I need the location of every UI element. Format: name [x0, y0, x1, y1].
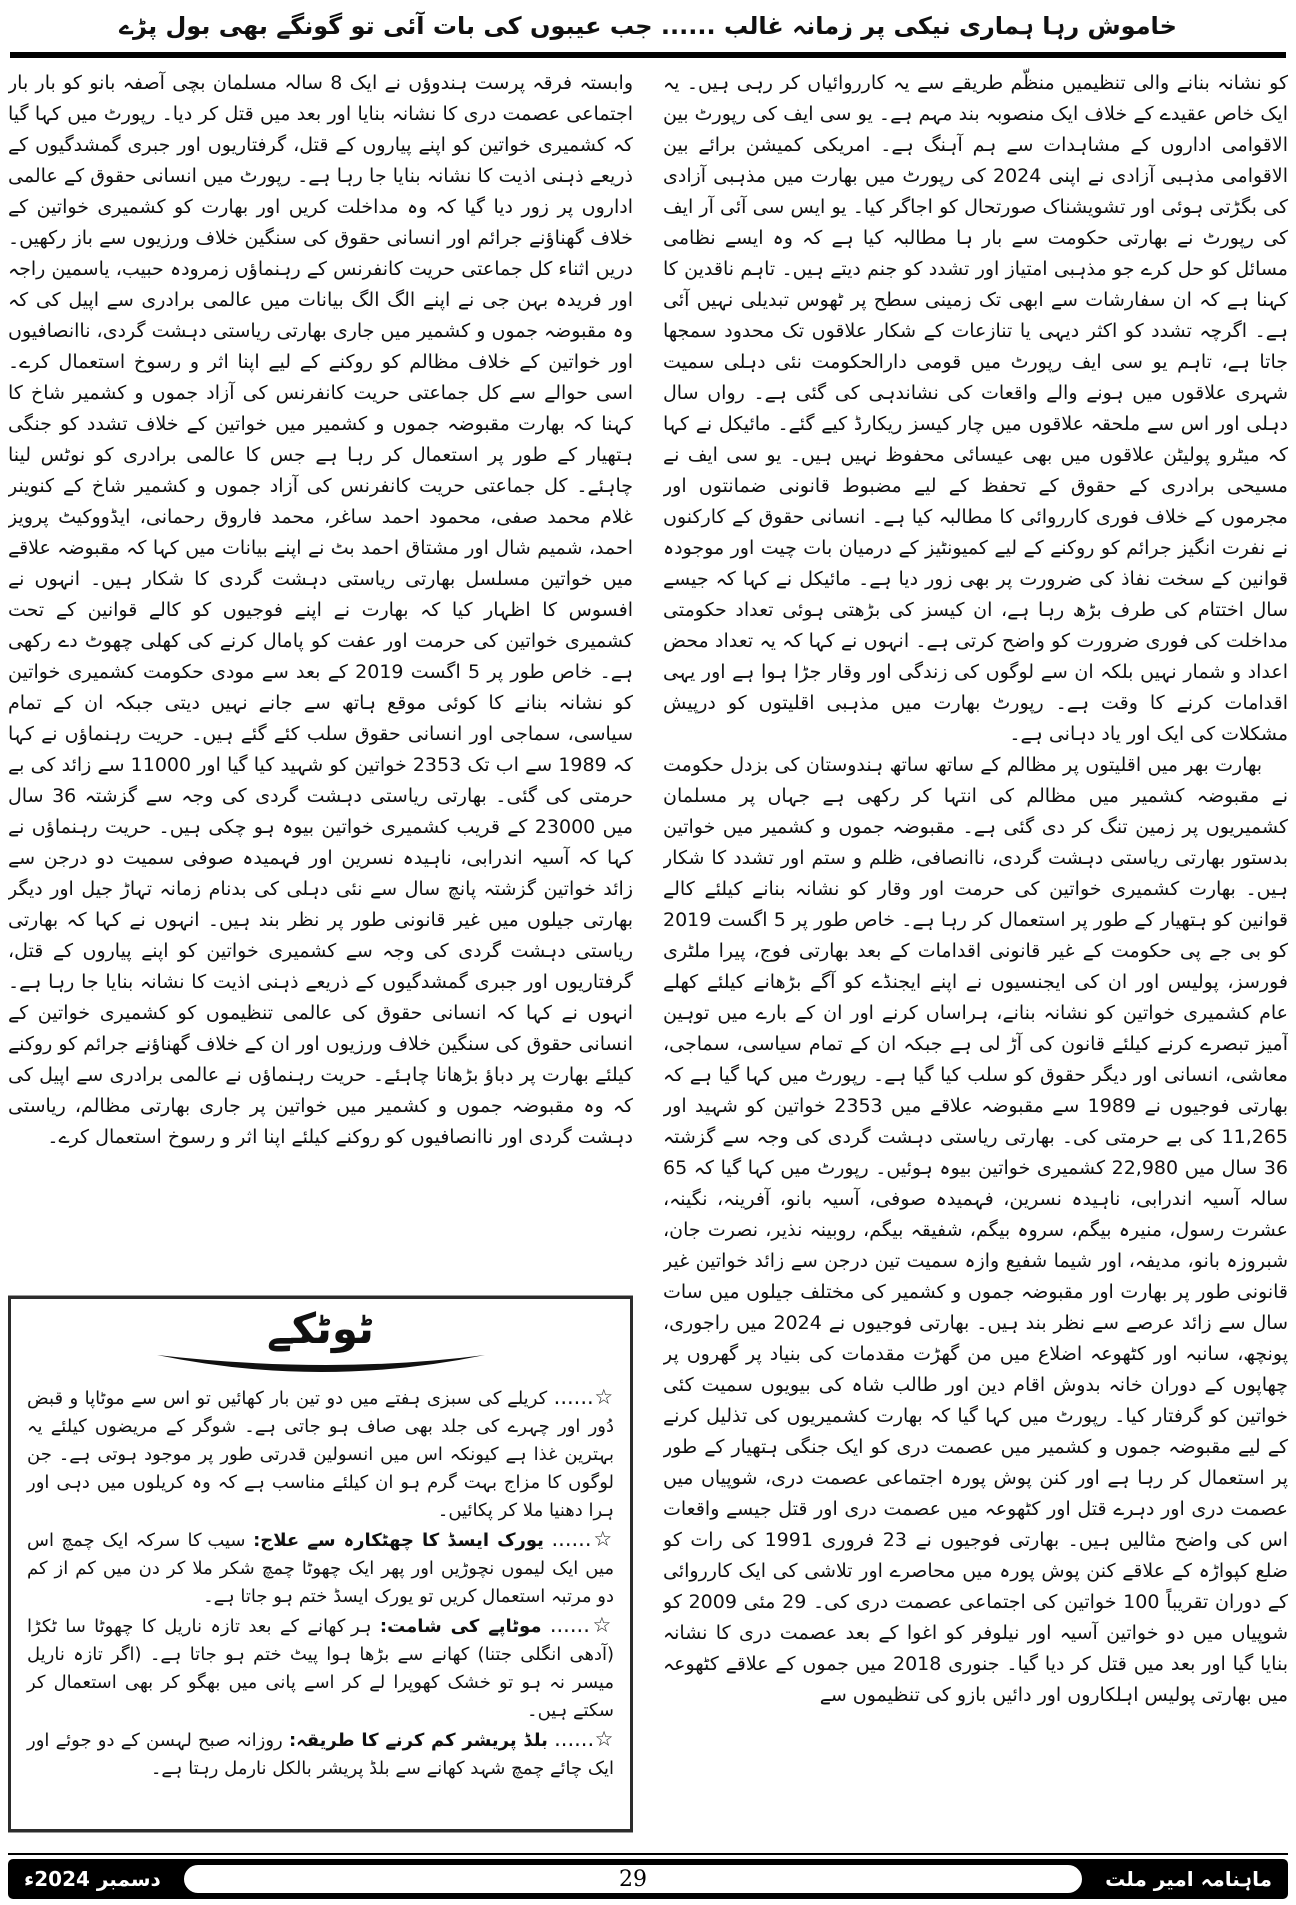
header-couplet: خاموش رہا ہماری نیکی پر زمانہ غالب ...... جب عیبوں کی بات آئی تو گونگے بھی بول پڑے	[119, 12, 1177, 40]
totkay-tip	[27, 1725, 614, 1783]
star-bullet-icon: ☆......	[551, 1527, 614, 1552]
star-bullet-icon: ☆......	[554, 1727, 614, 1752]
tip-lead: یورک ایسڈ کا چھٹکارہ سے علاج:	[253, 1530, 544, 1552]
header-divider-rule	[10, 52, 1286, 58]
star-bullet-icon: ☆......	[553, 1385, 614, 1410]
article-columns	[8, 68, 1288, 1850]
footer-divider-rule	[8, 1853, 1288, 1855]
page-number: 29	[183, 1864, 1083, 1894]
totkay-tip	[27, 1383, 614, 1525]
tip-lead: موٹاپے کی شامت:	[379, 1616, 542, 1638]
footer-magazine-name: ماہنامہ امیر ملت	[1105, 1867, 1272, 1891]
article-column-right	[663, 68, 1288, 1850]
article-column-left	[8, 68, 633, 1850]
footer-bar	[8, 1859, 1288, 1899]
article-paragraph: وابستہ فرقہ پرست ہندوؤں نے ایک 8 سالہ مسلمان بچی آصفہ بانو کو بار بار اجتماعی عصمت دری کا نشانہ بنایا اور بعد میں قتل کر دیا۔ رپورٹ میں کہا گیا کہ کشمیری خواتین کو اپنے پیاروں کے قتل، گرفتاریوں اور جبری گمشدگیوں کے ذریعے ذہنی اذیت کا نشانہ بنایا جا رہا ہے۔ رپورٹ میں انسانی حقوق کے عالمی اداروں پر زور دیا گیا کہ وہ مداخلت کریں اور بھارت کو کشمیری خواتین کے خلاف گھناؤنے جرائم اور انسانی حقوق کی سنگین خلاف ورزیوں سے باز رکھیں۔ دریں اثناء کل جماعتی حریت کانفرنس کے رہنماؤں زمرودہ حبیب، یاسمین راجہ اور فریدہ بہن جی نے اپنے الگ الگ بیانات میں عالمی برادری سے اپیل کی کہ وہ مقبوضہ جموں و کشمیر میں جاری بھارتی ریاستی دہشت گردی، ناانصافیوں اور خواتین کے خلاف مظالم کو روکنے کے لیے اپنا اثر و رسوخ استعمال کرے۔ اسی حوالے سے کل جماعتی حریت کانفرنس کی آزاد جموں و کشمیر شاخ کا کہنا کہ بھارت مقبوضہ جموں و کشمیر میں خواتین کے خلاف تشدد کو جنگی ہتھیار کے طور پر استعمال کر رہا ہے جس کا عالمی برادری کو نوٹس لینا چاہئے۔ کل جماعتی حریت کانفرنس کی آزاد جموں و کشمیر شاخ کے کنوینر غلام محمد صفی، محمود احمد ساغر، محمد فاروق رحمانی، ایڈووکیٹ پرویز احمد، شمیم شال اور مشتاق احمد بٹ نے اپنے بیانات میں کہا کہ مقبوضہ علاقے میں خواتین مسلسل بھارتی ریاستی دہشت گردی کا شکار ہیں۔ انہوں نے افسوس کا اظہار کیا کہ بھارت نے اپنے فوجیوں کو کالے قوانین کے تحت کشمیری خواتین کی حرمت اور عفت کو پامال کرنے کی کھلی چھوٹ دے رکھی ہے۔ خاص طور پر 5 اگست 2019 کے بعد سے مودی حکومت کشمیری خواتین کو نشانہ بنانے کا کوئی موقع ہاتھ سے جانے نہیں دیتی جبکہ ان کے تمام سیاسی، سماجی اور انسانی حقوق سلب کئے گئے ہیں۔ حریت رہنماؤں نے کہا کہ 1989 سے اب تک 2353 خواتین کو شہید کیا گیا اور 11000 سے زائد کی بے حرمتی کی گئی۔ بھارتی ریاستی دہشت گردی کی وجہ سے گزشتہ 36 سال میں 23000 کے قریب کشمیری خواتین بیوہ ہو چکی ہیں۔ حریت رہنماؤں نے کہا کہ آسیہ اندرابی، ناہیدہ نسرین اور فہمیدہ صوفی سمیت دو درجن سے زائد خواتین گزشتہ پانچ سال سے نئی دہلی کی بدنام زمانہ تہاڑ جیل اور دیگر بھارتی جیلوں میں غیر قانونی طور پر نظر بند ہیں۔ انہوں نے کہا کہ بھارتی ریاستی دہشت گردی کی وجہ سے کشمیری خواتین کو اپنے پیاروں کے قتل، گرفتاریوں اور جبری گمشدگیوں کے ذریعے ذہنی اذیت کا نشانہ بنایا جا رہا ہے۔ انہوں نے کہا کہ انسانی حقوق کی عالمی تنظیموں کو کشمیری خواتین کے انسانی حقوق کی سنگین خلاف ورزیوں اور ان کے خلاف گھناؤنے جرائم کو روکنے کیلئے بھارت پر دباؤ بڑھانا چاہئے۔ حریت رہنماؤں نے عالمی برادری سے اپیل کی کہ وہ مقبوضہ جموں و کشمیر میں خواتین پر جاری بھارتی مظالم، ریاستی دہشت گردی اور ناانصافیوں کو روکنے کیلئے اپنا اثر و رسوخ استعمال کرے۔	[8, 71, 633, 1148]
tip-text: سیب کا سرکہ ایک چمچ اس میں ایک لیموں نچوڑیں اور پھر ایک چھوٹا چمچ شکر ملا کر دن میں کم از کم دو مرتبہ استعمال کریں تو یورک ایسڈ ختم ہو جاتا ہے۔	[27, 1530, 614, 1608]
tip-text: کریلے کی سبزی ہفتے میں دو تین بار کھائیں تو اس سے موٹاپا و قبض دُور اور چہرے کی جلد بھی صاف ہو جاتی ہے۔ شوگر کے مریضوں کیلئے یہ بہترین غذا ہے کیونکہ اس میں انسولین قدرتی طور پر موجود ہوتی ہے۔ جن لوگوں کا مزاج بہت گرم ہو ان کیلئے مناسب ہے کہ وہ کریلوں میں دہی اور ہرا دھنیا ملا کر پکائیں۔	[27, 1388, 614, 1522]
totkay-tip	[27, 1525, 614, 1611]
footer-date: دسمبر 2024ء	[24, 1867, 161, 1891]
article-paragraph: بھارت بھر میں اقلیتوں پر مظالم کے ساتھ ساتھ ہندوستان کی بزدل حکومت نے مقبوضہ کشمیر میں مظالم کی انتہا کر رکھی ہے جہاں پر مسلمان کشمیریوں پر زمین تنگ کر دی گئی ہے۔ مقبوضہ جموں و کشمیر میں خواتین بدستور بھارتی ریاستی دہشت گردی، ناانصافی، ظلم و ستم اور تشدد کا شکار ہیں۔ بھارت کشمیری خواتین کی حرمت اور وقار کو نشانہ بنانے کیلئے کالے قوانین کو ہتھیار کے طور پر استعمال کر رہا ہے۔ خاص طور پر 5 اگست 2019 کو بی جے پی حکومت کے غیر قانونی اقدامات کے بعد بھارتی فوج، پیرا ملٹری فورسز، پولیس اور ان کی ایجنسیوں نے اپنے ایجنڈے کو آگے بڑھانے کیلئے کھلے عام کشمیری خواتین کو نشانہ بنانے، ہراساں کرنے اور ان کے بارے میں توہین آمیز تبصرے کرنے کیلئے قانون کی آڑ لی ہے جبکہ ان کے تمام سیاسی، سماجی، معاشی، انسانی اور دیگر حقوق کو سلب کیا گیا ہے۔ رپورٹ میں کہا گیا ہے کہ بھارتی فوجیوں نے 1989 سے مقبوضہ علاقے میں 2353 خواتین کو شہید اور 11,265 کی بے حرمتی کی۔ بھارتی ریاستی دہشت گردی کی وجہ سے گزشتہ 36 سال میں 22,980 کشمیری خواتین بیوہ ہوئیں۔ رپورٹ میں کہا گیا کہ 65 سالہ آسیہ اندرابی، ناہیدہ نسرین، فہمیدہ صوفی، آسیہ بانو، آفرینہ، نگینہ، عشرت رسول، منیرہ بیگم، سروہ بیگم، شفیقہ بیگم، روبینہ نذیر، نصرت جان، شبروزہ بانو، مدیفہ، اور شیما شفیع وازہ سمیت تین درجن سے زائد خواتین غیر قانونی طور پر بھارت اور مقبوضہ جموں و کشمیر کی مختلف جیلوں میں سات سال سے زائد عرصے سے نظر بند ہیں۔ بھارتی فوجیوں نے 2024 میں راجوری، پونچھ، سانبہ اور کٹھوعہ اضلاع میں من گھڑت مقدمات کی بنیاد پر گھروں پر چھاپوں کے دوران خانہ بدوش اقام دین اور طالب شاہ کی بیویوں سمیت کئی خواتین کو گرفتار کیا۔ رپورٹ میں کہا گیا کہ بھارت کشمیریوں کی تذلیل کرنے کے لیے مقبوضہ جموں و کشمیر میں عصمت دری کو ایک جنگی ہتھیار کے طور پر استعمال کر رہا ہے اور کنن پوش پورہ اجتماعی عصمت دری، شوپیاں میں عصمت دری اور دہرے قتل اور کٹھوعہ میں عصمت دری اور قتل جیسے واقعات اس کی واضح مثالیں ہیں۔ بھارتی فوجیوں نے 23 فروری 1991 کی رات کو ضلع کپواڑہ کے علاقے کنن پوش پورہ میں محاصرے اور تلاشی کی ایک کارروائی کے دوران تقریباً 100 خواتین کی اجتماعی عصمت دری کی۔ 29 مئی 2009 کو شوپیاں میں دو خواتین آسیہ اور نیلوفر کو اغوا کے بعد عصمت دری کا نشانہ بنایا گیا اور بعد میں قتل کر دیا گیا۔ جنوری 2018 میں جموں کے علاقے کٹھوعہ میں بھارتی پولیس اہلکاروں اور دائیں بازو کی تنظیموں سے	[663, 753, 1288, 1706]
totkay-box	[8, 1296, 633, 1832]
totkay-tip	[27, 1611, 614, 1725]
article-paragraph: کو نشانہ بنانے والی تنظیمیں منظّم طریقے سے یہ کارروائیاں کر رہی ہیں۔ یہ ایک خاص عقیدے کے خلاف ایک منصوبہ بند مہم ہے۔ یو سی ایف کی رپورٹ بین الاقوامی اداروں کے مشاہدات سے ہم آہنگ ہے۔ امریکی کمیشن برائے بین الاقوامی مذہبی آزادی نے اپنی 2024 کی رپورٹ میں بھارت میں مذہبی آزادی کی بگڑتی ہوئی اور تشویشناک صورتحال کو اجاگر کیا۔ یو ایس سی آئی آر ایف کی رپورٹ نے بھارتی حکومت سے بار ہا مطالبہ کیا ہے کہ وہ ایسے نظامی مسائل کو حل کرے جو مذہبی امتیاز اور تشدد کو جنم دیتے ہیں۔ تاہم ناقدین کا کہنا ہے کہ ان سفارشات سے ابھی تک زمینی سطح پر ٹھوس تبدیلی نہیں آئی ہے۔ اگرچہ تشدد کو اکثر دیہی یا تنازعات کے شکار علاقوں تک محدود سمجھا جاتا ہے، تاہم یو سی ایف رپورٹ میں قومی دارالحکومت نئی دہلی سمیت شہری علاقوں میں ہونے والے واقعات کی نشاندہی کی گئی ہے۔ رواں سال دہلی اور اس سے ملحقہ علاقوں میں چار کیسز ریکارڈ کیے گئے۔ مائیکل نے کہا کہ میٹرو پولیٹن علاقوں میں بھی عیسائی محفوظ نہیں ہیں۔ یو سی ایف نے مسیحی برادری کے حقوق کے تحفظ کے لیے مضبوط قانونی ضمانتوں اور مجرموں کے خلاف فوری کارروائی کا مطالبہ کیا ہے۔ انسانی حقوق کے کارکنوں نے نفرت انگیز جرائم کو روکنے کے لیے کمیونٹیز کے درمیان بات چیت اور موجودہ قوانین کے سخت نفاذ کی ضرورت پر بھی زور دیا ہے۔ مائیکل نے کہا کہ جیسے سال اختتام کی طرف بڑھ رہا ہے، ان کیسز کی بڑھتی ہوئی تعداد حکومتی مداخلت کی فوری ضرورت کو واضح کرتی ہے۔ انہوں نے کہا کہ یہ تعداد محض اعداد و شمار نہیں بلکہ ان سے لوگوں کی زندگی اور وقار جڑا ہوا ہے اور یہی اقدامات کرنے کا وقت ہے۔ رپورٹ بھارت میں مذہبی اقلیتوں کو درپیش مشکلات کی ایک اور یاد دہانی ہے۔	[663, 71, 1288, 745]
tip-lead: بلڈ پریشر کم کرنے کا طریقہ:	[288, 1730, 548, 1752]
tip-text: ہر کھانے کے بعد تازہ ناریل کا چھوٹا سا ٹکڑا (آدھی انگلی جتنا) کھانے سے بڑھا ہوا پیٹ ختم ہو جاتا ہے۔ (اگر تازہ ناریل میسر نہ ہو تو خشک کھوپرا لے کر اسے پانی میں بھگو کر بھی استعمال کر سکتے ہیں۔	[27, 1616, 614, 1722]
totkay-title: ٹوٹکے	[267, 1303, 374, 1353]
tip-text: روزانہ صبح لہسن کے دو جوئے اور ایک چائے چمچ شہد کھانے سے بلڈ پریشر بالکل نارمل رہتا ہے۔	[27, 1730, 614, 1780]
star-bullet-icon: ☆......	[549, 1613, 614, 1638]
